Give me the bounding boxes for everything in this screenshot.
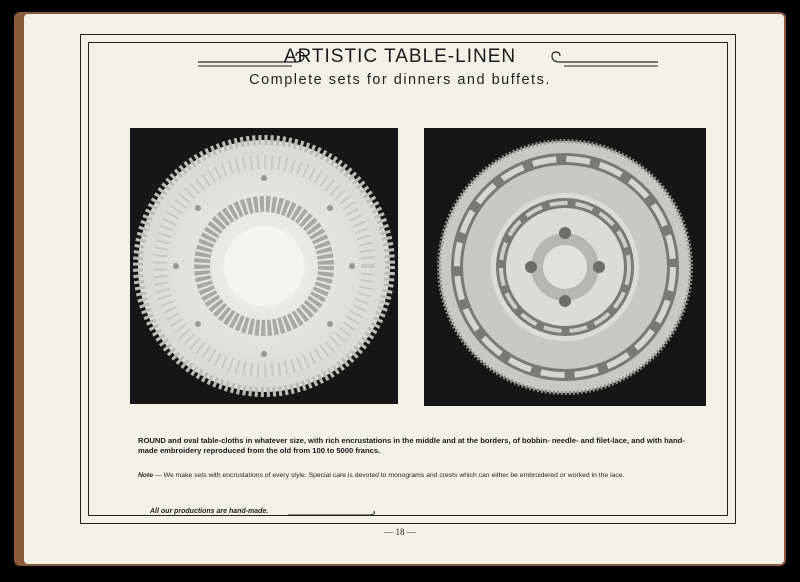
footer-tagline: All our productions are hand-made. bbox=[150, 508, 269, 515]
footer-swash-ornament bbox=[288, 509, 378, 521]
lace-tablecloth-illustration bbox=[130, 128, 398, 404]
product-description: ROUND and oval table-cloths in whatever size, with rich encrustations in the middle and at the borders, of bobbin- needle- and filet-lace, and with hand-made embroidery reproduced from the old from 100 to 5000 francs. bbox=[138, 435, 685, 455]
note-paragraph bbox=[138, 472, 698, 479]
note-label: Note bbox=[138, 472, 154, 479]
page-number: — 18 — bbox=[384, 527, 416, 537]
page-subtitle: Complete sets for dinners and buffets. bbox=[249, 72, 551, 88]
note-text: — We make sets with encrustations of every style. Special care is devoted to monograms and crests which can either be embroidered or worked in the lace. bbox=[153, 472, 625, 479]
embroidered-tablecloth-photo bbox=[424, 128, 706, 406]
lace-tablecloth-photo bbox=[130, 128, 398, 404]
embroidered-tablecloth-illustration bbox=[424, 128, 706, 406]
page-title: ARTISTIC TABLE-LINEN bbox=[283, 46, 517, 67]
